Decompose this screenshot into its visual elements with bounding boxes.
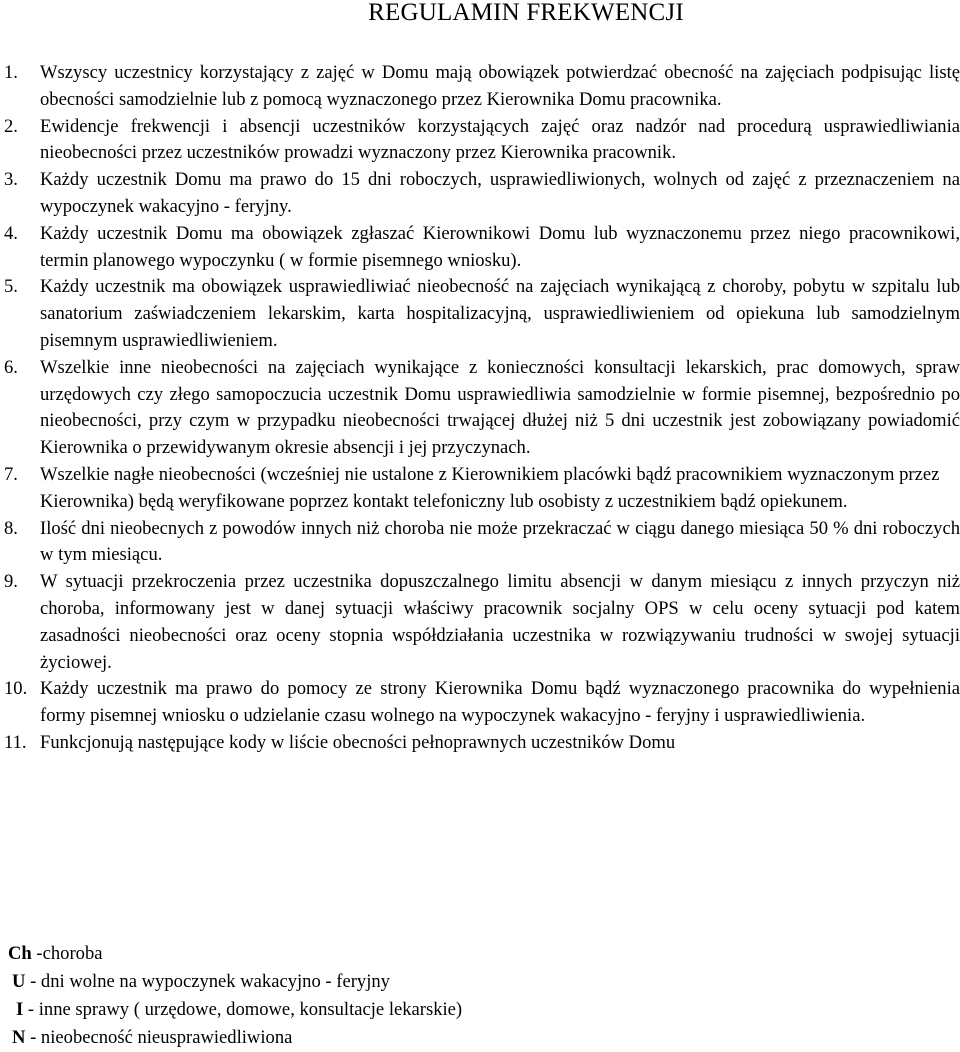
rule-text: Ewidencje frekwencji i absencji uczestników korzystających zajęć oraz nadzór nad procedurą usprawiedliwiania nieobecności przez uczestników prowadzi wyznaczony przez Kierownika pracownik.	[40, 115, 960, 164]
code-item-n	[8, 1024, 462, 1052]
code-description: - dni wolne na wypoczynek wakacyjno - feryjny	[25, 971, 390, 992]
code-key: I	[16, 999, 24, 1020]
code-description: -choroba	[31, 943, 103, 964]
rule-item-5	[0, 274, 960, 354]
rule-number: 6.	[4, 356, 18, 378]
rule-number: 2.	[4, 115, 18, 137]
rule-item-2	[0, 114, 960, 168]
code-key: U	[12, 971, 26, 992]
attendance-codes	[8, 940, 462, 1052]
rule-number: 9.	[4, 571, 18, 593]
code-item-i	[8, 996, 462, 1024]
rule-number: 4.	[4, 222, 18, 244]
code-key: N	[12, 1027, 26, 1048]
rule-number: 1.	[4, 62, 18, 83]
rule-text: Wszelkie inne nieobecności na zajęciach wynikające z konieczności konsultacji lekarskich, prac domowych, spraw urzędowych czy złego samopoczucia uczestnik Domu usprawiedliwia samodzielnie w formie pisemnej, bezpośrednio po nieobecności, przy czym w przypadku nieobecności trwającej dłużej niż 5 dni uczestnik jest zobowiązany powiadomić Kierownika o przewidywanym okresie absencji i jej przyczynach.	[40, 356, 960, 459]
rule-number: 10.	[4, 678, 28, 700]
rule-text: Funkcjonują następujące kody w liście obecności pełnoprawnych uczestników Domu	[40, 731, 676, 753]
rule-item-7	[0, 462, 960, 516]
rule-text: Każdy uczestnik Domu ma obowiązek zgłaszać Kierownikowi Domu lub wyznaczonemu przez niego pracownikowi, termin planowego wypoczynku ( w formie pisemnego wniosku).	[40, 222, 960, 271]
rule-item-9	[0, 569, 960, 676]
document-title: REGULAMIN FREKWENCJI	[368, 0, 684, 26]
rule-item-3	[0, 167, 960, 221]
rule-number: 11.	[4, 731, 27, 753]
rules-list	[0, 60, 960, 757]
rule-item-1	[0, 60, 960, 114]
code-description: - nieobecność nieusprawiedliwiona	[25, 1027, 293, 1048]
rule-text: Każdy uczestnik Domu ma prawo do 15 dni roboczych, usprawiedliwionych, wolnych od zajęć z przeznaczeniem na wypoczynek wakacyjno - feryjny.	[40, 169, 960, 217]
code-description: - inne sprawy ( urzędowe, domowe, konsultacje lekarskie)	[23, 999, 463, 1020]
rule-text: Wszelkie nagłe nieobecności (wcześniej nie ustalone z Kierownikiem placówki bądź pracownikiem wyznaczonym przez Kierownika) będą weryfikowane poprzez kontakt telefoniczny lub osobisty z uczestnikiem bądź opiekunem.	[40, 463, 940, 512]
rule-text: Wszyscy uczestnicy korzystający z zajęć w Domu mają obowiązek potwierdzać obecność na zajęciach podpisując listę obecności samodzielnie lub z pomocą wyznaczonego przez Kierownika Domu pracownika.	[40, 62, 960, 110]
code-item-u	[8, 968, 462, 996]
rule-item-10	[0, 676, 960, 730]
rule-item-11	[0, 730, 960, 757]
code-key: Ch	[8, 943, 32, 964]
rule-text: Każdy uczestnik ma obowiązek usprawiedliwiać nieobecność na zajęciach wynikającą z choroby, pobytu w szpitalu lub sanatorium zaświadczeniem lekarskim, karta hospitalizacyjną, usprawiedliwieniem od opiekuna lub samodzielnym pisemnym usprawiedliwieniem.	[40, 276, 960, 351]
rule-number: 5.	[4, 276, 18, 298]
rule-text: Każdy uczestnik ma prawo do pomocy ze strony Kierownika Domu bądź wyznaczonego pracownika do wypełnienia formy pisemnej wniosku o udzielanie czasu wolnego na wypoczynek wakacyjno - feryjny i usprawiedliwienia.	[40, 678, 960, 727]
code-item-ch	[8, 940, 462, 968]
rule-text: Ilość dni nieobecnych z powodów innych niż choroba nie może przekraczać w ciągu danego miesiąca 50 % dni roboczych w tym miesiącu.	[40, 517, 960, 566]
rule-item-4	[0, 221, 960, 275]
rule-number: 3.	[4, 169, 18, 191]
rule-text: W sytuacji przekroczenia przez uczestnika dopuszczalnego limitu absencji w danym miesiącu z innych przyczyn niż choroba, informowany jest w danej sytuacji właściwy pracownik socjalny OPS w celu oceny sytuacji pod katem zasadności nieobecności oraz oceny stopnia współdziałania uczestnika w rozwiązywaniu trudności w swojej sytuacji życiowej.	[40, 571, 960, 673]
rule-item-6	[0, 355, 960, 462]
rule-number: 8.	[4, 517, 18, 539]
rule-number: 7.	[4, 463, 18, 485]
rule-item-8	[0, 516, 960, 570]
